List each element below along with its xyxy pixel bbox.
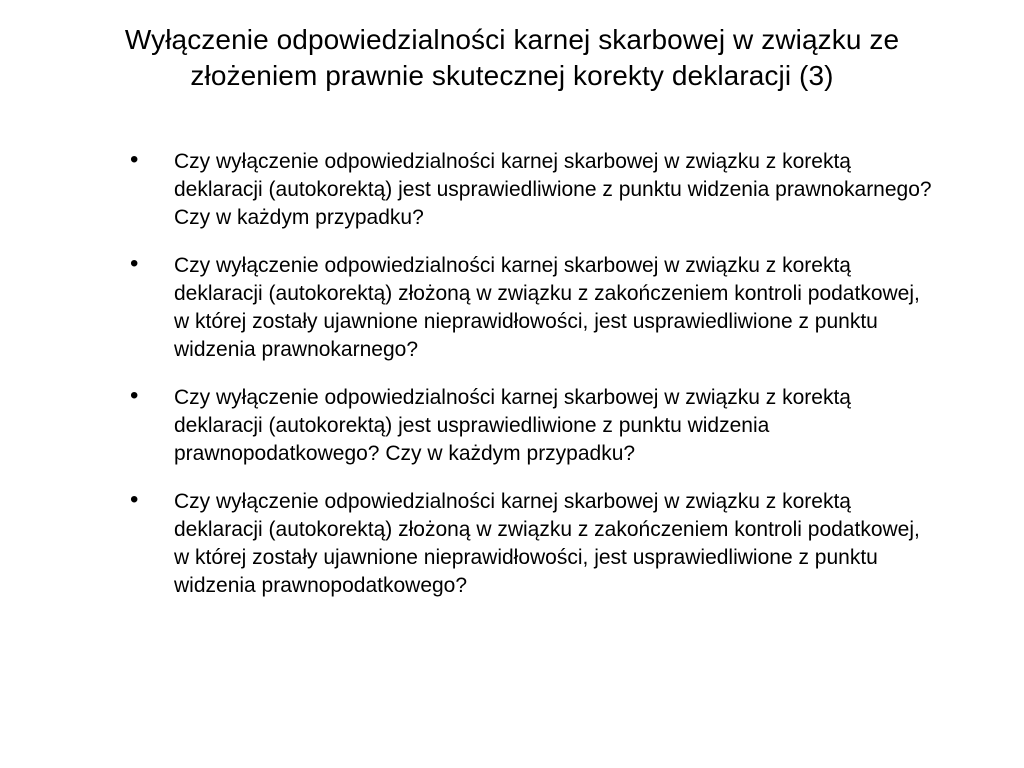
bullet-dot-icon: • xyxy=(130,146,139,173)
bullet-dot-icon: • xyxy=(130,486,139,513)
bullet-text: Czy wyłączenie odpowiedzialności karnej skarbowej w związku z korektą deklaracji (autokorektą) złożoną w związku z zakończeniem kontroli podatkowej, w której zostały ujawnione nieprawidłowości, jest usprawiedliwione z punktu widzenia prawnopodatkowego? xyxy=(174,490,920,597)
bullet-item xyxy=(120,252,940,364)
bullet-text: Czy wyłączenie odpowiedzialności karnej skarbowej w związku z korektą deklaracji (autokorektą) jest usprawiedliwione z punktu widzenia prawnopodatkowego? Czy w każdym przypadku? xyxy=(174,386,851,465)
slide-title: Wyłączenie odpowiedzialności karnej skarbowej w związku ze złożeniem prawnie skutecznej korekty deklaracji (3) xyxy=(124,24,900,91)
bullet-dot-icon: • xyxy=(130,250,139,277)
bullet-item xyxy=(120,148,940,232)
bullet-dot-icon: • xyxy=(130,382,139,409)
bullet-item xyxy=(120,384,940,468)
bullet-text: Czy wyłączenie odpowiedzialności karnej skarbowej w związku z korektą deklaracji (autokorektą) jest usprawiedliwione z punktu widzenia prawnokarnego? Czy w każdym przypadku? xyxy=(174,150,932,229)
bullet-item xyxy=(120,488,940,600)
bullet-list xyxy=(120,148,940,620)
bullet-text: Czy wyłączenie odpowiedzialności karnej skarbowej w związku z korektą deklaracji (autokorektą) złożoną w związku z zakończeniem kontroli podatkowej, w której zostały ujawnione nieprawidłowości, jest usprawiedliwione z punktu widzenia prawnokarnego? xyxy=(174,254,920,361)
